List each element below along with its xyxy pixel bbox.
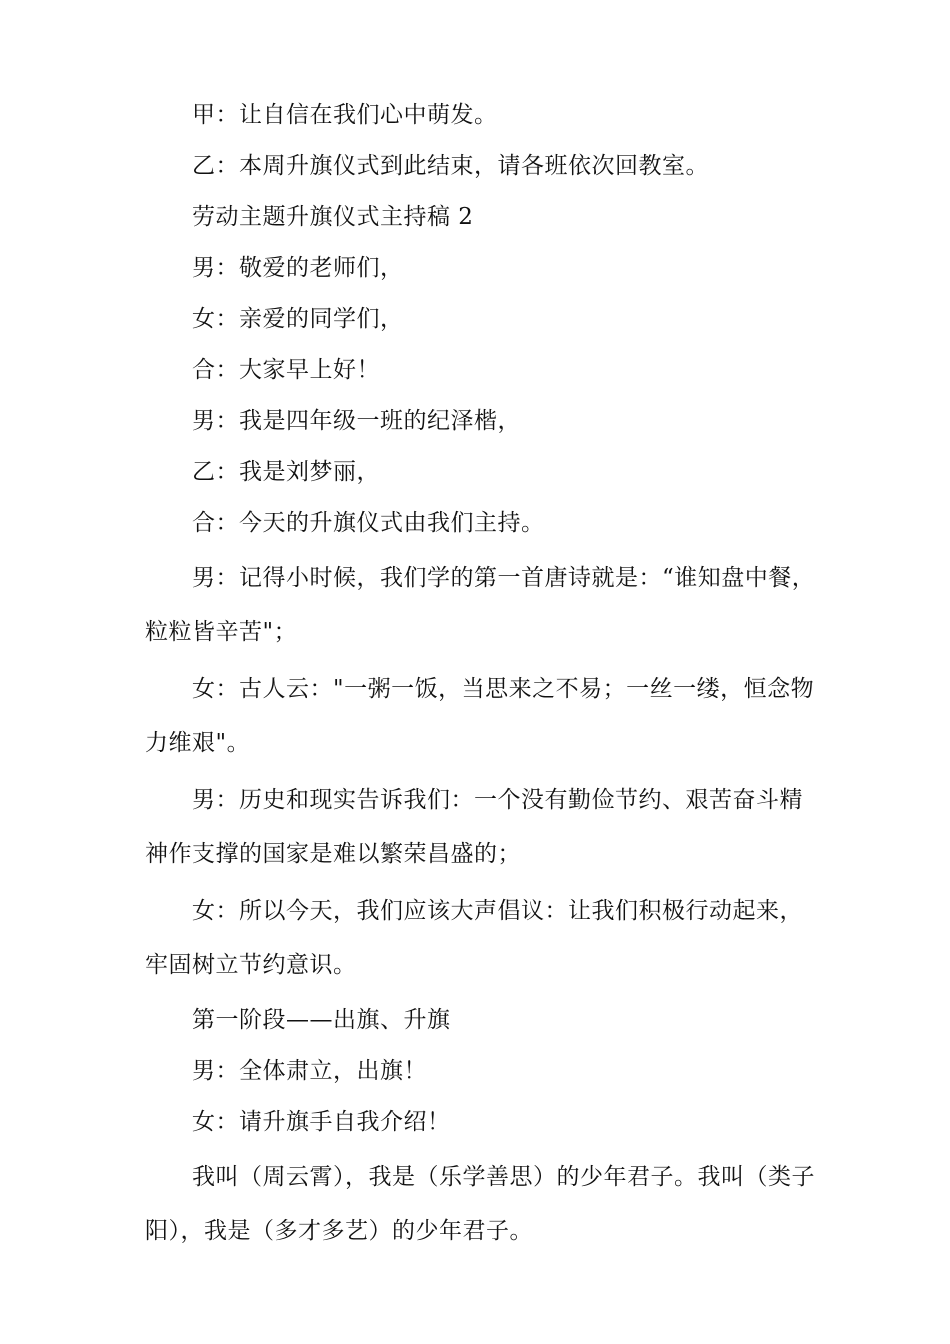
paragraph: 男：全体肃立，出旗！	[192, 1058, 427, 1084]
paragraph: 我叫（周云霄），我是（乐学善思）的少年君子。我叫（类子阳），我是（多才多艺）的少年君子。	[145, 1164, 815, 1244]
paragraph: 女：亲爱的同学们，	[192, 306, 404, 332]
paragraph: 女：所以今天，我们应该大声倡议：让我们积极行动起来，牢固树立节约意识。	[145, 898, 803, 978]
section-heading: 劳动主题升旗仪式主持稿 2	[192, 204, 474, 230]
paragraph: 乙：我是刘梦丽，	[192, 459, 380, 485]
paragraph: 合：大家早上好！	[192, 357, 380, 383]
paragraph: 男：记得小时候，我们学的第一首唐诗就是：“谁知盘中餐，粒粒皆辛苦"；	[145, 565, 816, 645]
paragraph: 合：今天的升旗仪式由我们主持。	[192, 510, 545, 536]
paragraph: 乙：本周升旗仪式到此结束，请各班依次回教室。	[192, 153, 709, 179]
paragraph: 女：古人云："一粥一饭，当思来之不易；一丝一缕，恒念物力维艰"。	[145, 676, 815, 756]
paragraph: 男：我是四年级一班的纪泽楷，	[192, 408, 521, 434]
paragraph: 女：请升旗手自我介绍！	[192, 1109, 451, 1135]
paragraph: 男：敬爱的老师们，	[192, 255, 404, 281]
section-heading: 第一阶段——出旗、升旗	[192, 1007, 451, 1033]
paragraph: 男：历史和现实告诉我们：一个没有勤俭节约、艰苦奋斗精神作支撑的国家是难以繁荣昌盛的；	[145, 787, 803, 867]
paragraph: 甲：让自信在我们心中萌发。	[192, 102, 498, 128]
document-body	[145, 90, 817, 1261]
